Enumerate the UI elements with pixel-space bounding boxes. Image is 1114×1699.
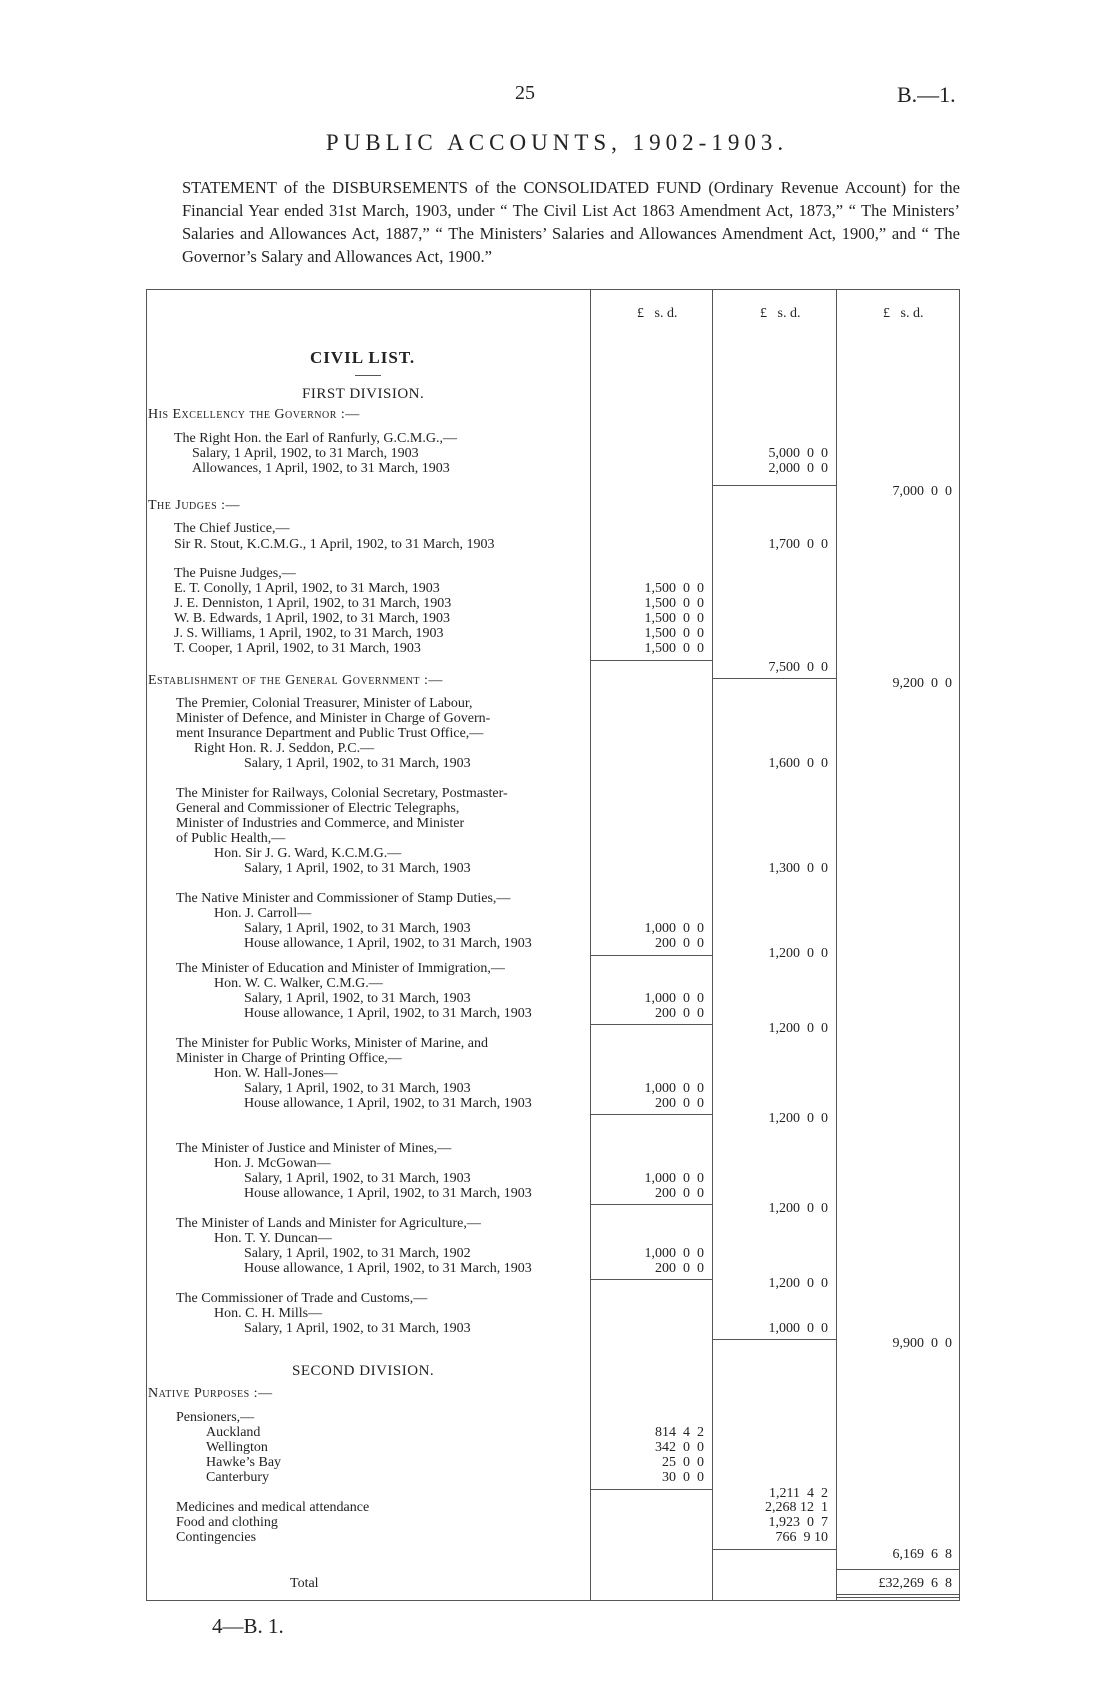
amount-cell: 1,500 0 0 [644,611,704,626]
entry-text: Minister of Industries and Commerce, and Minister [176,816,465,831]
judge-row: J. S. Williams, 1 April, 1902, to 31 March, 1903 [174,626,444,641]
entry-text: The Minister of Education and Minister of Immigration,— [176,961,505,976]
sum-rule [590,660,712,661]
table-top-rule [146,289,960,290]
entry-text: Hon. J. Carroll— [214,906,312,921]
entry-text: Salary, 1 April, 1902, to 31 March, 1903 [244,1321,471,1336]
amount-cell: 1,000 0 0 [644,921,704,936]
subtotal-cell: 7,500 0 0 [768,660,828,675]
sum-rule [590,1204,712,1205]
entry-text: Minister of Defence, and Minister in Charge of Govern- [176,711,491,726]
amount-cell: 2,000 0 0 [768,461,828,476]
amount-cell: 342 0 0 [655,1440,704,1455]
entry-text: House allowance, 1 April, 1902, to 31 March, 1903 [244,1006,532,1021]
pension-row: Hawke’s Bay [206,1455,282,1470]
amount-cell: 200 0 0 [655,1006,704,1021]
amount-cell: 1,500 0 0 [644,596,704,611]
entry-text: of Public Health,— [176,831,286,846]
entry-text: Salary, 1 April, 1902, to 31 March, 1903 [192,446,419,461]
entry-text: Hon. W. Hall-Jones— [214,1066,338,1081]
subtotal-cell: 1,211 4 2 [769,1486,828,1501]
table-bottom-rule [146,1600,960,1601]
entry-text: General and Commissioner of Electric Telegraphs, [176,801,460,816]
entry-text: Minister in Charge of Printing Office,— [176,1051,402,1066]
pension-row: Canterbury [206,1470,269,1485]
entry-text: Allowances, 1 April, 1902, to 31 March, 1903 [192,461,450,476]
entry-text: Salary, 1 April, 1902, to 31 March, 1903 [244,756,471,771]
section-heading: Native Purposes :— [148,1386,273,1401]
other-row: Medicines and medical attendance [176,1500,370,1515]
page-number: 25 [515,82,535,104]
other-row: Food and clothing [176,1515,278,1530]
grand-total: £32,269 6 8 [878,1576,952,1591]
subtotal-cell: 1,200 0 0 [768,1111,828,1126]
amount-cell: 5,000 0 0 [768,446,828,461]
amount-cell: 766 9 10 [775,1530,828,1545]
column-unit-header: £ s. d. [760,306,801,321]
amount-cell: 1,000 0 0 [644,1081,704,1096]
amount-cell: 1,000 0 0 [768,1321,828,1336]
amount-cell: 1,500 0 0 [644,581,704,596]
column-rule [959,289,960,1600]
amount-cell: 25 0 0 [662,1455,704,1470]
column-rule [836,289,837,1600]
entry-text: Salary, 1 April, 1902, to 31 March, 1903 [244,1081,471,1096]
sum-rule [590,955,712,956]
entry-text: The Premier, Colonial Treasurer, Minister of Labour, [176,696,473,711]
entry-text: The Right Hon. the Earl of Ranfurly, G.C.M.G.,— [174,431,457,446]
amount-cell: 814 4 2 [655,1425,704,1440]
entry-text: Right Hon. R. J. Seddon, P.C.— [194,741,375,756]
sum-rule [590,1114,712,1115]
subtotal-cell: 1,200 0 0 [768,1201,828,1216]
total-cell: 9,900 0 0 [892,1336,952,1351]
entry-text: Hon. J. McGowan— [214,1156,331,1171]
sum-rule [590,1279,712,1280]
entry-text: Hon. W. C. Walker, C.M.G.— [214,976,383,991]
total-rule [836,1569,959,1570]
other-row: Contingencies [176,1530,257,1545]
entry-text: The Minister of Lands and Minister for Agriculture,— [176,1216,481,1231]
sum-rule [712,1339,836,1340]
entry-text: Pensioners,— [176,1410,255,1425]
subtotal-cell: 1,200 0 0 [768,946,828,961]
pension-row: Auckland [206,1425,261,1440]
sum-rule [590,1489,712,1490]
entry-text: Salary, 1 April, 1902, to 31 March, 1903 [244,1171,471,1186]
amount-cell: 1,500 0 0 [644,641,704,656]
entry-text: The Minister for Public Works, Minister of Marine, and [176,1036,489,1051]
section-heading: Establishment of the General Government :— [148,673,443,688]
subtotal-cell: 1,200 0 0 [768,1276,828,1291]
entry-text: The Native Minister and Commissioner of Stamp Duties,— [176,891,511,906]
amount-cell: 1,000 0 0 [644,1246,704,1261]
amount-cell: 1,923 0 7 [768,1515,828,1530]
entry-text: House allowance, 1 April, 1902, to 31 March, 1903 [244,1261,532,1276]
section-heading: The Judges :— [148,498,241,513]
sum-rule [712,485,836,486]
amount-cell: 1,600 0 0 [768,756,828,771]
entry-text: Hon. T. Y. Duncan— [214,1231,332,1246]
entry-text: The Puisne Judges,— [174,566,296,581]
entry-text: ment Insurance Department and Public Trust Office,— [176,726,484,741]
subtotal-cell: 1,200 0 0 [768,1021,828,1036]
amount-cell: 1,000 0 0 [644,1171,704,1186]
entry-text: The Minister of Justice and Minister of Mines,— [176,1141,452,1156]
entry-text: The Minister for Railways, Colonial Secretary, Postmaster- [176,786,508,801]
entry-text: Hon. Sir J. G. Ward, K.C.M.G.— [214,846,402,861]
entry-text: House allowance, 1 April, 1902, to 31 March, 1903 [244,1096,532,1111]
total-label: Total [290,1576,319,1591]
heading-rule [355,375,381,376]
amount-cell: 1,300 0 0 [768,861,828,876]
total-cell: 9,200 0 0 [892,676,952,691]
judge-row: W. B. Edwards, 1 April, 1902, to 31 March, 1903 [174,611,450,626]
table-left-rule [146,289,147,1600]
second-division-heading: SECOND DIVISION. [292,1363,435,1379]
entry-text: Salary, 1 April, 1902, to 31 March, 1903 [244,991,471,1006]
total-cell: 7,000 0 0 [892,484,952,499]
amount-cell: 2,268 12 1 [765,1500,828,1515]
amount-cell: 200 0 0 [655,1096,704,1111]
entry-text: Salary, 1 April, 1902, to 31 March, 1903 [244,861,471,876]
judge-row: T. Cooper, 1 April, 1902, to 31 March, 1903 [174,641,421,656]
amount-cell: 1,000 0 0 [644,991,704,1006]
amount-cell: 200 0 0 [655,936,704,951]
column-rule [590,289,591,1600]
page-title: PUBLIC ACCOUNTS, 1902-1903. [325,130,789,155]
sum-rule [590,1024,712,1025]
column-unit-header: £ s. d. [883,306,924,321]
entry-text: Hon. C. H. Mills— [214,1306,323,1321]
amount-cell: 200 0 0 [655,1186,704,1201]
amount-cell: 1,500 0 0 [644,626,704,641]
pension-row: Wellington [206,1440,268,1455]
entry-text: The Commissioner of Trade and Customs,— [176,1291,428,1306]
entry-text: House allowance, 1 April, 1902, to 31 March, 1903 [244,1186,532,1201]
first-division-heading: FIRST DIVISION. [302,386,425,402]
sum-rule [712,1549,836,1550]
total-cell: 6,169 6 8 [892,1547,952,1562]
amount-cell: 30 0 0 [662,1470,704,1485]
footer-signature: 4—B. 1. [212,1614,284,1638]
civil-list-heading: CIVIL LIST. [310,348,416,367]
amount-cell: 1,700 0 0 [768,537,828,552]
amount-cell: 200 0 0 [655,1261,704,1276]
document-reference: B.—1. [897,82,956,107]
section-heading: His Excellency the Governor :— [148,407,360,422]
judge-row: E. T. Conolly, 1 April, 1902, to 31 March, 1903 [174,581,440,596]
entry-text: Sir R. Stout, K.C.M.G., 1 April, 1902, to 31 March, 1903 [174,537,495,552]
entry-text: The Chief Justice,— [174,521,290,536]
entry-text: House allowance, 1 April, 1902, to 31 March, 1903 [244,936,532,951]
entry-text: Salary, 1 April, 1902, to 31 March, 1903 [244,921,471,936]
column-unit-header: £ s. d. [637,306,678,321]
total-rule [836,1594,959,1595]
statement-paragraph: STATEMENT of the DISBURSEMENTS of the CONSOLIDATED FUND (Ordinary Revenue Account) for the Financial Year ended 31st March, 1903, under “ The Civil List Act 1863 Amendment Act, 1873,” “ The Ministers’ Salaries and Allowances Act, 1887,” “ The Ministers’ Salaries and Allowances Amendment Act, 1900,” and “ The Governor’s Salary and Allowances Act, 1900.” [182,178,960,266]
sum-rule [712,678,836,679]
total-rule [836,1597,959,1598]
judge-row: J. E. Denniston, 1 April, 1902, to 31 March, 1903 [174,596,452,611]
entry-text: Salary, 1 April, 1902, to 31 March, 1902 [244,1246,471,1261]
